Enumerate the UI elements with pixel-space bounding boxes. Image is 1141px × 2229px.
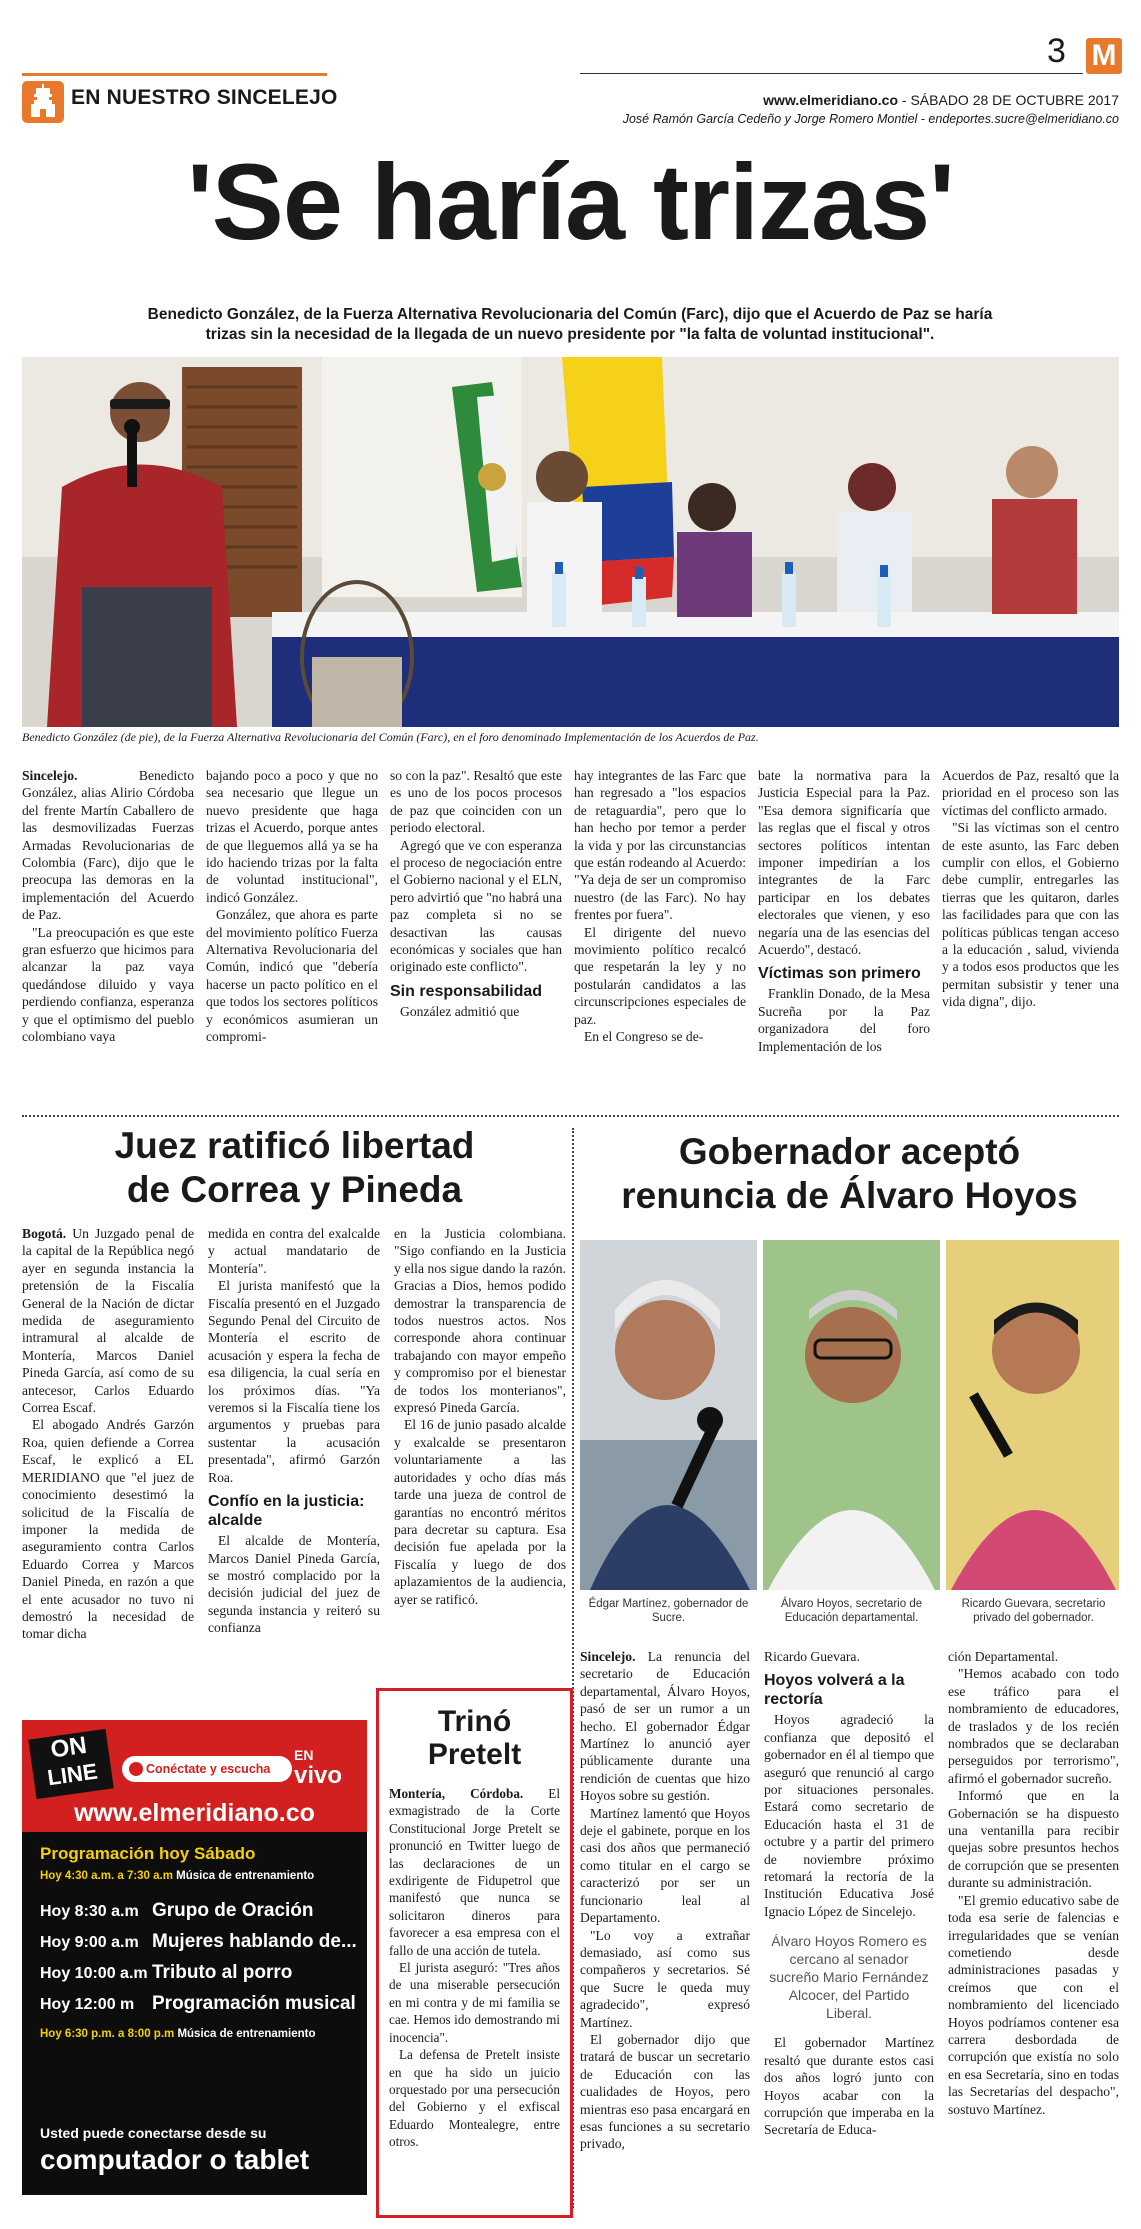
trino-box <box>376 1688 573 2218</box>
top-row-time2: 7:30 a.m <box>126 1870 173 1882</box>
top-rule <box>580 73 1083 74</box>
main-col1-p1-text: Benedicto González, alias Alirio Córdoba del frente Martín Caballero de las desmovilizadas Fuerzas Armadas Revolucionarias de Colombia (Farc), dijo que le preocupa las demoras en la implementación del Acuerdo de Paz. <box>22 768 194 923</box>
main-col2-p2: González, que ahora es parte del movimiento político Fuerza Alternativa Revolucionaria del Común, indicó que "debería hacerse un pacto político en el que todos los sectores políticos y económicos asumieran un compromi- <box>206 907 378 1045</box>
connect-small: Usted puede conectarse desde su <box>40 2125 267 2141</box>
gob-col-1 <box>580 1648 750 2153</box>
main-col2-p1: bajando poco a poco y que no sea necesario que llegue un nuevo presidente que haga trizas el Acuerdo, porque antes de que lleguemos allá ya se ha ido haciendo trizas por la falta de voluntad institucional", indicó González. <box>206 768 378 905</box>
record-dot-icon <box>129 1762 143 1776</box>
juez-col3-p1: en la Justicia colombiana. "Sigo confiando en la Justicia y ella nos sigue dando la razón. Gracias a Dios, hemos podido demostrar la transparencia de todos nuestros actos. Nos corresponde ahora continuar trabajando con mayor empeño y compromiso por el bienestar de todos los monterianos", expresó Pineda García. <box>394 1226 566 1416</box>
gob-col1-p2: Martínez lamentó que Hoyos deje el gabinete, porque en los casi dos años que permaneció como titular en el cargo se caracterizó por ser un funcionario leal al Departamento. <box>580 1805 750 1926</box>
main-col-1 <box>22 767 194 1046</box>
schedule-row <box>40 1962 292 1984</box>
photo-ricardo-guevara <box>946 1240 1119 1590</box>
gob-headline-line1: Gobernador aceptó <box>678 1131 1021 1172</box>
main-col4-p2: El dirigente del nuevo movimiento político recalcó que respetarán la ley y no postularán candidatos a las circunscripciones especiales de paz. <box>574 924 746 1027</box>
main-photo <box>22 357 1119 727</box>
gob-col2-p1: Hoyos agradeció la confianza que depositó el gobernador en él al tiempo que aseguró que renunció al cargo por situaciones personales. Estará como secretario de Educación hasta el 31 de octubre y a partir del primero de noviembre próximo retomará la rectoría de la Institución Educativa José Ignacio López de Sincelejo. <box>764 1712 934 1919</box>
bottom-row-label: Música de entrenamiento <box>177 2028 316 2040</box>
gob-col3-p3: "El gremio educativo sabe de toda esa serie de falencias e irregularidades que se venían cometiendo desde administraciones pasadas y creímos que con el nombramiento del licenciado Hoyos podríamos contener esa carrera desbordada de corrupción que existía no solo en esa Secretaría, sino en todas las Secretarías del despacho", sostuvo Martínez. <box>948 1892 1119 2117</box>
juez-col1-p2: El abogado Andrés Garzón Roa, quien defiende a Correa Escaf, le explicó a EL MERIDIANO que "el juez de conocimiento desestimó la solicitud de la Fiscalía de imponer la medida de aseguramiento contra Carlos Eduardo Correa y Marcos Daniel Pineda, en razón a que el ente acusador no tuvo ni demostró la necesidad de tomar dicha <box>22 1417 194 1642</box>
main-col-6 <box>942 767 1119 1011</box>
logo-letter: M <box>1091 39 1117 72</box>
juez-col2-subhead: Confío en la justicia: alcalde <box>208 1493 365 1530</box>
juez-col2-p2: El jurista manifestó que la Fiscalía presentó en el Juzgado Segundo Penal del Circuito de Montería el escrito de acusación y espera la fecha de esa diligencia, la cual sería en los próximos días. "Ya veremos si la Fiscalía tiene los argumentos y pruebas para sustentar la acusación presentada", afirmó Garzón Roa. <box>208 1278 380 1485</box>
photo-alvaro-hoyos <box>763 1240 940 1590</box>
trino-p2: El jurista aseguró: "Tres años de una miserable persecución en mi contra y de mi familia se cae. Hemos ido demostrando mi inocencia". <box>389 1960 560 2045</box>
byline: José Ramón García Cedeño y Jorge Romero Montiel - endeportes.sucre@elmeridiano.co <box>622 112 1119 126</box>
listen-pill[interactable] <box>122 1756 292 1782</box>
schedule-time: Hoy 8:30 a.m <box>40 1903 139 1920</box>
online-badge <box>28 1729 114 1799</box>
main-col5-p2: Franklin Donado, de la Mesa Sucreña por la Paz organizadora del foro Implementación de los <box>758 986 930 1054</box>
main-col4-p1: hay integrantes de las Farc que han regresado a "los espacios de retaguardia", pero que lo han hecho por temor a perder la vida y por las circunstancias que están rodeando al Acuerdo: "Ya deja de ser un compromiso nuestro (de las Farc). No hay frentes por fuera". <box>574 768 746 923</box>
trino-p1 <box>389 1785 560 1959</box>
photo-edgar-martinez <box>580 1240 757 1590</box>
gob-col1-p1-text: La renuncia del secretario de Educación departamental, Álvaro Hoyos, pasó de ser un rumor a un hecho. El gobernador Édgar Martínez lo anunció ayer públicamente durante una rendición de cuentas que hizo Hoyos sobre su gestión. <box>580 1649 750 1804</box>
site-date <box>763 92 1119 108</box>
juez-headline <box>22 1124 567 1212</box>
radio-ad[interactable] <box>22 1720 367 2195</box>
juez-col-1 <box>22 1225 194 1643</box>
listen-text: Conéctate y escucha <box>146 1762 271 1776</box>
juez-col2-p3: El alcalde de Montería, Marcos Daniel Pineda García, se mostró complacido por la decisión judicial del juez de segunda instancia y reiteró su confianza <box>208 1533 380 1636</box>
schedule-program: Programación musical <box>152 1993 356 2014</box>
gob-col1-p4: El gobernador dijo que tratará de buscar un secretario de Educación con las cualidades de Hoyos, pero mientras eso pasa encargará en esas funciones a su secretario privado, <box>580 2031 750 2152</box>
section-rule <box>22 73 327 76</box>
schedule-time: Hoy 10:00 a.m <box>40 1965 148 1982</box>
gob-dateline: Sincelejo. <box>580 1649 636 1664</box>
gob-col-3 <box>948 1648 1119 2118</box>
section-divider <box>22 1115 1119 1117</box>
trino-p1-text: El exmagistrado de la Corte Constitucional Jorge Pretelt se pronunció en Twitter luego de las declaraciones de un exdirigente de Fidupetrol que manifestó que nunca se solicitaron dineros para favorecer a esa empresa con el fallo de una acción de tutela. <box>389 1786 560 1958</box>
online-on: ON <box>48 1731 89 1764</box>
trino-title <box>389 1705 560 1771</box>
gob-col2-p0: Ricardo Guevara. <box>764 1649 860 1664</box>
caption-alvaro: Álvaro Hoyos, secretario de Educación departamental. <box>780 1598 923 1624</box>
main-col-2 <box>206 767 378 1046</box>
juez-headline-line2: de Correa y Pineda <box>126 1169 463 1210</box>
trino-p3: La defensa de Pretelt insiste en que ha sido un juicio orquestado por una persecución del Gobierno y el exfiscal Eduardo Montealegre, entre otros. <box>389 2047 560 2150</box>
schedule-row <box>40 1993 356 2015</box>
gob-headline-line2: renuncia de Álvaro Hoyos <box>621 1175 1078 1216</box>
vivo-label: vivo <box>294 1762 343 1789</box>
main-col1-p1 <box>22 767 194 924</box>
caption-ricardo: Ricardo Guevara, secretario privado del gobernador. <box>961 1598 1106 1624</box>
schedule-time: Hoy 12:00 m <box>40 1996 135 2013</box>
gob-col1-p1 <box>580 1648 750 1805</box>
caption-edgar: Édgar Martínez, gobernador de Sucre. <box>588 1598 749 1624</box>
main-col6-p1: Acuerdos de Paz, resaltó que la prioridad en el proceso son las víctimas del conflicto armado. <box>942 768 1119 818</box>
schedule-time: Hoy 9:00 a.m <box>40 1934 139 1951</box>
main-col5-p1: bate la normativa para la Justicia Especial para la Paz. "Esa demora significaría que las reglas que el fiscal y otros sectores políticos intentan imponer impedirían a los integrantes de la Farc participar en los debates electorales que vienen, y eso negaría una de las esencias del Acuerdo", destacó. <box>758 768 930 958</box>
section-icon <box>22 81 64 123</box>
main-col3-p3: González admitió que <box>400 1003 520 1019</box>
logo <box>1086 38 1122 74</box>
juez-col1-p1-text: Un Juzgado penal de la capital de la República negó ayer en segunda instancia la pretensión de la Fiscalía General de la Nación de dictar medida de aseguramiento intramural al alcalde de Montería, Marcos Daniel Pineda García, así como de su antecesor, Carlos Eduardo Correa Escaf. <box>22 1226 194 1416</box>
juez-headline-line1: Juez ratificó libertad <box>114 1125 475 1166</box>
gob-col2-subhead: Hoyos volverá a la rectoría <box>764 1672 905 1709</box>
schedule-row <box>40 1900 314 1922</box>
top-row-label: Música de entrenamiento <box>176 1870 315 1882</box>
site-url: www.elmeridiano.co <box>763 92 899 108</box>
bottom-row-time1: Hoy 6:30 p.m. a <box>40 2028 125 2040</box>
gob-col3-p0: ción Departamental. <box>948 1649 1059 1664</box>
juez-col-3 <box>394 1225 566 1608</box>
main-col3-p1: so con la paz". Resaltó que este es uno de los pocos procesos de paz que coinciden con un periodo electoral. <box>390 768 562 836</box>
page-number: 3 <box>1047 32 1066 70</box>
main-col-3 <box>390 767 562 1020</box>
juez-dateline: Bogotá. <box>22 1226 67 1241</box>
connect-big: computador o tablet <box>40 2144 310 2175</box>
juez-col3-p2: El 16 de junio pasado alcalde y exalcalde se presentaron voluntariamente a las autoridades y ocho días más tarde una jueza de control de garantías no encontró méritos para decretar su captura. Esa decisión fue apelada por la Fiscalía y luego de dos aplazamientos de la audiencia, ayer se ratificó. <box>394 1417 566 1607</box>
main-col-5 <box>758 767 930 1055</box>
main-col5-subhead: Víctimas son primero <box>758 965 921 983</box>
main-col1-p2: "La preocupación es que este gran esfuerzo que hicimos para alcanzar la paz vaya quedándose diluido y vaya perdiendo confianza, esperanza y que el optimismo del pueblo colombiano vaya <box>22 924 194 1045</box>
trino-title-line2: Pretelt <box>427 1738 522 1771</box>
gob-col3-p2: Informó que en la Gobernación se ha dispuesto una ventanilla para recibir quejas sobre presuntos hechos de corrupción que se presenten durante su administración. <box>948 1788 1119 1891</box>
ad-top-row <box>40 1870 314 1882</box>
schedule-program: Tributo al porro <box>152 1962 293 1983</box>
gobernador-headline <box>580 1130 1119 1218</box>
main-headline: 'Se haría trizas' <box>187 141 954 262</box>
bottom-row-time2: 8:00 p.m <box>127 2028 175 2040</box>
en-label: EN <box>294 1747 314 1763</box>
main-col3-subhead: Sin responsabilidad <box>390 982 543 1000</box>
juez-col2-p1: medida en contra del exalcalde y actual mandatario de Montería". <box>208 1226 380 1276</box>
schedule-row <box>40 1931 357 1953</box>
trino-dateline: Montería, Córdoba. <box>389 1786 524 1801</box>
juez-col-2 <box>208 1225 380 1637</box>
main-col3-p2: Agregó que ve con esperanza el proceso de negociación entre el Gobierno nacional y el ELN, pero advirtió que "no habrá una paz completa si no se desactivan las causas económicas y sociales que han originado este conflicto". <box>390 837 563 975</box>
main-photo-caption: Benedicto González (de pie), de la Fuerza Alternativa Revolucionaria del Común (Farc), en el foro denominado Implementación de los Acuerdos de Paz. <box>22 730 759 744</box>
juez-col1-p1 <box>22 1225 194 1416</box>
main-col6-p2: "Si las víctimas son el centro de este asunto, las Farc deben cumplir con ellos, el Gobierno debe cumplir, entregarles las tierras que les quitaron, darles las facilidades para que con las políticas públicas tengan acceso a la educación , salud, vivienda y a todos esos productos que les permitan subsistir y tener una vida digna", dijo. <box>942 820 1119 1010</box>
en-vivo <box>294 1746 342 1788</box>
main-deck: Benedicto González, de la Fuerza Alternativa Revolucionaria del Común (Farc), dijo que el Acuerdo de Paz se haría trizas sin la necesidad de la llegada de un nuevo presidente por "la falta de voluntad institucional". <box>147 306 993 343</box>
ad-bottom-row <box>40 2028 316 2040</box>
online-line: LINE <box>45 1758 100 1791</box>
edition-date: - SÁBADO 28 DE OCTUBRE 2017 <box>898 92 1119 108</box>
program-title: Programación hoy Sábado <box>40 1844 256 1863</box>
section-label: EN NUESTRO SINCELEJO <box>71 86 338 109</box>
top-row-time1: Hoy 4:30 a.m. a <box>40 1870 124 1882</box>
gob-col1-p3: "Lo voy a extrañar demasiado, así como sus compañeros y secretarios. Sé que Sucre le queda muy agradecido", expresó Martínez. <box>580 1927 750 2030</box>
main-col4-p3: En el Congreso se de- <box>584 1029 704 1045</box>
ad-url[interactable]: www.elmeridiano.co <box>74 1799 315 1827</box>
main-dateline: Sincelejo. <box>22 768 78 783</box>
trino-title-line1: Trinó <box>437 1705 512 1738</box>
gob-col2-p2: El gobernador Martínez resaltó que durante estos casi dos años logró junto con Hoyos acabar con la corrupción que imperaba en la Secretaría de Educa- <box>764 2035 934 2138</box>
pull-quote: Álvaro Hoyos Romero es cercano al senador sucreño Mario Fernández Alcocer, del Partido Liberal. <box>769 1933 929 2022</box>
schedule-program: Grupo de Oración <box>152 1900 314 1921</box>
main-col-4 <box>574 767 746 1046</box>
gob-col-2 <box>764 1648 934 2139</box>
gob-col3-p1: "Hemos acabado con todo ese tráfico para el nombramiento de educadores, de traslados y de los recién nombrados que se declaraban perseguidos por terrorismo", afirmó el gobernador sucreño. <box>948 1666 1119 1786</box>
schedule-program: Mujeres hablando de... <box>152 1931 357 1952</box>
